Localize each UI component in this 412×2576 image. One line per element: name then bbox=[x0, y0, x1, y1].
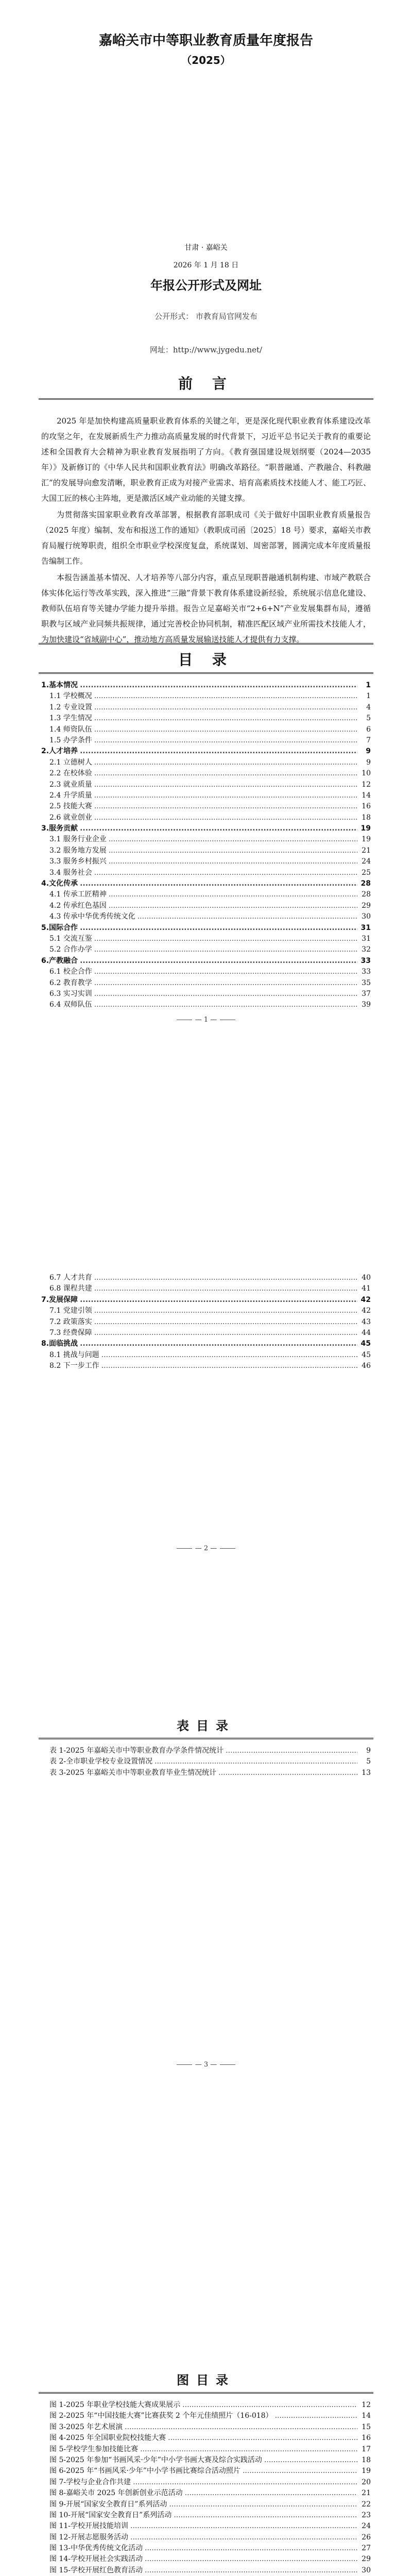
toc-entry[interactable] bbox=[41, 967, 371, 977]
toc-entry[interactable] bbox=[41, 2565, 371, 2576]
toc-entry[interactable] bbox=[41, 757, 371, 768]
toc-entry-label: 6.产教融合 bbox=[41, 956, 78, 965]
report-title: 年报公开形式及网址 bbox=[150, 278, 262, 293]
page-number: — 2 — bbox=[0, 1545, 412, 1552]
toc-leader-dots bbox=[94, 768, 357, 779]
toc-entry-label: 4.3 传承中华优秀传统文化 bbox=[49, 912, 135, 921]
toc-leader-dots bbox=[94, 967, 357, 977]
toc-leader-dots bbox=[101, 1361, 357, 1371]
toc-entry-page: 23 bbox=[362, 2511, 371, 2519]
toc-entry-page: 33 bbox=[360, 956, 371, 965]
toc-entry-page: 33 bbox=[362, 968, 371, 976]
toc-entry[interactable] bbox=[41, 768, 371, 779]
toc-entry-label: 图 8-嘉峪关市 2025 年创新创业示范活动 bbox=[49, 2489, 183, 2498]
toc-entry-page: 9 bbox=[366, 747, 371, 756]
toc-entry-label: 7.2 政策落实 bbox=[49, 1317, 92, 1326]
toc-entry-page: 25 bbox=[362, 868, 371, 877]
toc-leader-dots bbox=[94, 1328, 357, 1338]
toc-entry[interactable] bbox=[41, 845, 371, 856]
toc-entry-page: 22 bbox=[362, 2500, 371, 2509]
toc-entry-label: 1.基本情况 bbox=[41, 681, 78, 689]
toc-leader-dots bbox=[275, 2411, 357, 2421]
toc-entry-page: 13 bbox=[362, 1768, 371, 1777]
toc-leader-dots bbox=[154, 1756, 357, 1767]
toc-entry-label: 图 9-开展“国家安全教育日”系列活动 bbox=[49, 2500, 167, 2509]
toc-entry[interactable] bbox=[41, 2433, 371, 2444]
toc-entry-label: 4.1 传承工匠精神 bbox=[49, 890, 107, 899]
toc-entry-page: 15 bbox=[362, 2422, 371, 2431]
toc-entry-page: 9 bbox=[366, 1747, 371, 1755]
toc-entry[interactable] bbox=[41, 801, 371, 812]
page-number: — 1 — bbox=[0, 1016, 412, 1024]
toc-entry-page: 1 bbox=[366, 692, 371, 701]
toc-entry[interactable] bbox=[41, 2488, 371, 2499]
toc-entry[interactable] bbox=[41, 956, 371, 967]
toc-leader-dots bbox=[185, 2488, 357, 2499]
toc-entry-label: 图 6-2025 年“书画风采·少年”中小学书画比赛综合活动照片 bbox=[49, 2467, 241, 2476]
toc-entry[interactable] bbox=[41, 944, 371, 955]
toc-entry-page: 32 bbox=[362, 945, 371, 954]
toc-entry-label: 4.文化传承 bbox=[41, 879, 78, 888]
toc-entry-label: 1.1 学校概况 bbox=[49, 692, 92, 701]
toc-entry[interactable] bbox=[41, 2554, 371, 2565]
toc-entry-page: 39 bbox=[362, 1001, 371, 1009]
toc-entry-page: 21 bbox=[362, 846, 371, 855]
toc-entry[interactable] bbox=[41, 2455, 371, 2466]
toc-leader-dots bbox=[94, 735, 357, 746]
toc-entry-label: 8.2 下一步工作 bbox=[49, 1362, 99, 1370]
toc-leader-dots bbox=[130, 2532, 357, 2543]
toc-entry-page: 30 bbox=[362, 2566, 371, 2574]
table-toc-heading: 表目录 bbox=[177, 1719, 235, 1733]
toc-leader-dots bbox=[109, 834, 357, 845]
figure-list bbox=[41, 2400, 371, 2576]
toc-entry-page: 46 bbox=[362, 1362, 371, 1370]
toc-leader-dots bbox=[264, 2455, 357, 2466]
toc-entry-label: 6.2 教育教学 bbox=[49, 978, 92, 987]
toc-entry[interactable] bbox=[41, 2466, 371, 2477]
toc-entry[interactable] bbox=[41, 790, 371, 801]
toc-entry[interactable] bbox=[41, 1283, 371, 1294]
page-3 bbox=[0, 1716, 412, 1778]
toc-leader-dots bbox=[145, 2543, 357, 2554]
toc-entry[interactable] bbox=[41, 1745, 371, 1756]
toc-entry-label: 6.8 课程共建 bbox=[49, 1284, 92, 1293]
toc-entry[interactable] bbox=[41, 868, 371, 878]
toc-entry-label: 图 10-开展“国家安全教育日”系列活动 bbox=[49, 2511, 172, 2519]
toc-entry-label: 6.3 实习实训 bbox=[49, 989, 92, 998]
toc-entry-label: 3.4 服务社会 bbox=[49, 868, 92, 877]
toc-leader-dots bbox=[125, 2422, 357, 2433]
toc-leader-dots bbox=[169, 2499, 357, 2510]
toc-entry-page: 7 bbox=[366, 736, 371, 744]
toc-entry-page: 30 bbox=[362, 912, 371, 921]
toc-leader-dots bbox=[133, 2477, 357, 2488]
toc-entry[interactable] bbox=[41, 1756, 371, 1767]
toc-entry-label: 图 12-开展志愿服务活动 bbox=[49, 2533, 128, 2541]
toc-entry-label: 5.1 交流互鉴 bbox=[49, 934, 92, 943]
toc-entry[interactable] bbox=[41, 999, 371, 1010]
toc-entry[interactable] bbox=[41, 1328, 371, 1338]
toc-entry-page: 5 bbox=[366, 714, 371, 723]
toc-entry[interactable] bbox=[41, 878, 371, 889]
toc-entry-page: 24 bbox=[362, 2522, 371, 2531]
toc-entry[interactable] bbox=[41, 2543, 371, 2554]
toc-leader-dots bbox=[94, 724, 357, 735]
preface-body bbox=[41, 413, 371, 647]
toc-entry[interactable] bbox=[41, 1338, 371, 1349]
figure-toc-divider bbox=[39, 2392, 373, 2394]
toc-entry-page: 6 bbox=[366, 725, 371, 734]
toc-entry[interactable] bbox=[41, 735, 371, 746]
toc-entry-label: 6.7 人才共育 bbox=[49, 1274, 92, 1282]
toc-leader-dots bbox=[94, 1317, 357, 1328]
page-4 bbox=[0, 2370, 412, 2576]
toc-entry-label: 图 5-2025 年参加“书画风采·少年”中小学书画大赛及综合实践活动 bbox=[49, 2455, 262, 2464]
toc-leader-dots bbox=[94, 812, 357, 823]
toc-entry-label: 图 14-学校开展社会实践活动 bbox=[49, 2555, 143, 2564]
toc-leader-dots bbox=[94, 934, 357, 944]
toc-entry-page: 16 bbox=[362, 2434, 371, 2443]
toc-entry-label: 6.1 校企合作 bbox=[49, 968, 92, 976]
toc-leader-dots bbox=[140, 2444, 357, 2455]
toc-entry-label: 3.2 服务地方发展 bbox=[49, 846, 107, 855]
toc-entry-page: 18 bbox=[362, 813, 371, 822]
toc-leader-dots bbox=[94, 999, 357, 1010]
toc-entry-label: 7.发展保障 bbox=[41, 1295, 78, 1304]
date-line: 2026 年 1 月 18 日 bbox=[173, 261, 239, 269]
publish-form: 公开形式： 市教育局官网发布 bbox=[154, 312, 258, 321]
toc-entry-page: 5 bbox=[366, 1757, 371, 1766]
toc-leader-dots bbox=[168, 2433, 357, 2444]
toc-leader-dots bbox=[138, 911, 357, 922]
toc-entry-label: 7.3 经费保障 bbox=[49, 1328, 92, 1337]
toc-entry-page: 43 bbox=[362, 1317, 371, 1326]
toc-leader-dots bbox=[94, 702, 357, 713]
toc-entry-page: 14 bbox=[362, 791, 371, 800]
toc-entry[interactable] bbox=[41, 724, 371, 735]
toc-entry-label: 2.1 立德树人 bbox=[49, 758, 92, 767]
toc-leader-dots bbox=[94, 978, 357, 989]
page-2 bbox=[0, 1273, 412, 1372]
toc-entry[interactable] bbox=[41, 834, 371, 845]
toc-entry-page: 45 bbox=[360, 1340, 371, 1348]
toc-entry-label: 2.人才培养 bbox=[41, 747, 78, 756]
toc-entry[interactable] bbox=[41, 2499, 371, 2510]
toc-entry-label: 1.4 师资队伍 bbox=[49, 725, 92, 734]
toc-leader-dots bbox=[94, 790, 357, 801]
toc-leader-dots bbox=[80, 956, 357, 967]
toc-entry-page: 40 bbox=[362, 1274, 371, 1282]
toc-entry-page: 31 bbox=[360, 923, 371, 932]
toc-entry-label: 8.1 挑战与问题 bbox=[49, 1350, 99, 1359]
toc-entry-page: 19 bbox=[360, 824, 371, 833]
toc-entry-page: 21 bbox=[362, 2489, 371, 2498]
toc-leader-dots bbox=[94, 989, 357, 999]
toc-leader-dots bbox=[80, 878, 357, 889]
table-toc-divider bbox=[39, 1738, 373, 1739]
toc-entry-label: 3.服务贡献 bbox=[41, 824, 78, 833]
toc-entry-label: 1.5 办学条件 bbox=[49, 736, 92, 744]
toc-entry-label: 图 7-学校与企业合作共建 bbox=[49, 2478, 131, 2486]
preface-paragraph: 为贯彻落实国家职业教育改革部署，根据教育部职成司《关于做好中国职业教育质量报告（2025 年度）编制、发布和报送工作的通知》（教职成司函〔2025〕18 号）要求，嘉峪关市教育局履行统筹职责，组织全市职业学校深度复盘，系统谋划、周密部署，圆满完成本年度质量报告编制工作。 bbox=[41, 510, 371, 566]
toc-entry[interactable] bbox=[41, 901, 371, 911]
toc-entry[interactable] bbox=[41, 2444, 371, 2455]
toc-entry[interactable] bbox=[41, 889, 371, 900]
toc-entry[interactable] bbox=[41, 1295, 371, 1306]
toc-entry-label: 图 2-2025 年“中国技能大赛”比赛获奖 2 个年元佳绩照片（16-018） bbox=[49, 2412, 273, 2420]
toc-entry-label: 2.6 就业创业 bbox=[49, 813, 92, 822]
toc-entry[interactable] bbox=[41, 989, 371, 999]
toc-entry-page: 14 bbox=[362, 2412, 371, 2420]
toc-entry-page: 16 bbox=[362, 802, 371, 811]
toc-entry-label: 1.3 学生情况 bbox=[49, 714, 92, 723]
toc-entry[interactable] bbox=[41, 1273, 371, 1283]
toc-leader-dots bbox=[145, 2554, 357, 2565]
toc-entry-label: 图 5-学校学生参加技能比赛 bbox=[49, 2445, 139, 2453]
toc-leader-dots bbox=[94, 757, 357, 768]
toc-entry-label: 图 11-学校开展技能培训 bbox=[49, 2522, 128, 2531]
toc-entry-label: 图 13-中华优秀传统文化活动 bbox=[49, 2544, 143, 2553]
toc-leader-dots bbox=[94, 1283, 357, 1294]
location-line: 甘肃 · 嘉峪关 bbox=[184, 244, 228, 252]
toc-entry-label: 图 4-2025 年全国职业院校技能大赛 bbox=[49, 2434, 166, 2443]
toc-entry-page: 42 bbox=[362, 1307, 371, 1315]
toc-entry-label: 8.面临挑战 bbox=[41, 1340, 78, 1348]
toc-entry[interactable] bbox=[41, 2422, 371, 2433]
toc-entry-page: 10 bbox=[362, 769, 371, 778]
toc-leader-dots bbox=[80, 823, 357, 834]
preface-divider bbox=[39, 398, 373, 400]
website-url: 网址：http://www.jygedu.net/ bbox=[149, 345, 263, 354]
toc-leader-dots bbox=[94, 713, 357, 724]
toc-leader-dots bbox=[94, 944, 357, 955]
toc-entry-page: 19 bbox=[362, 2467, 371, 2476]
toc-entry-label: 表 3-2025 年嘉峪关市中等职业教育毕业生情况统计 bbox=[49, 1768, 217, 1777]
table-list bbox=[41, 1745, 371, 1778]
toc-entry-page: 27 bbox=[362, 2544, 371, 2553]
toc-entry[interactable] bbox=[41, 812, 371, 823]
toc-entry[interactable] bbox=[41, 1317, 371, 1328]
toc-entry-page: 29 bbox=[362, 901, 371, 910]
toc-leader-dots bbox=[94, 801, 357, 812]
toc-leader-dots bbox=[130, 2521, 357, 2532]
page-1 bbox=[0, 0, 412, 1009]
toc-leader-dots bbox=[226, 1745, 357, 1756]
toc-entry-page: 18 bbox=[362, 2455, 371, 2464]
toc-entry-label: 5.2 合作办学 bbox=[49, 945, 92, 954]
toc-leader-dots bbox=[94, 1306, 357, 1316]
toc-entry-page: 35 bbox=[362, 978, 371, 987]
toc-entry-page: 31 bbox=[362, 934, 371, 943]
toc-entry-label: 图 3-2025 年艺术展演 bbox=[49, 2422, 123, 2431]
toc-entry[interactable] bbox=[41, 1306, 371, 1316]
toc-leader-dots bbox=[80, 680, 357, 691]
toc-entry[interactable] bbox=[41, 691, 371, 702]
toc-entry[interactable] bbox=[41, 1350, 371, 1361]
toc-entry-label: 6.4 双师队伍 bbox=[49, 1001, 92, 1009]
toc-entry[interactable] bbox=[41, 2411, 371, 2421]
toc-leader-dots bbox=[94, 868, 357, 878]
toc-entry[interactable] bbox=[41, 978, 371, 989]
toc-entry-label: 2.3 就业质量 bbox=[49, 780, 92, 789]
toc-entry[interactable] bbox=[41, 2521, 371, 2532]
toc-entry-page: 9 bbox=[366, 758, 371, 767]
toc-leader-dots bbox=[109, 845, 357, 856]
toc-entry-label: 3.3 服务乡村振兴 bbox=[49, 857, 107, 866]
toc-leader-dots bbox=[145, 2565, 357, 2576]
toc-entry-label: 表 2-全市职业学校专业设置情况 bbox=[49, 1757, 153, 1766]
toc-entry-page: 41 bbox=[362, 1284, 371, 1293]
toc-leader-dots bbox=[94, 691, 357, 702]
toc-entry-page: 24 bbox=[362, 857, 371, 866]
toc-entry-label: 3.1 服务行业企业 bbox=[49, 835, 107, 844]
toc-leader-dots bbox=[80, 1295, 357, 1306]
toc-entry-page: 42 bbox=[360, 1295, 371, 1304]
toc-leader-dots bbox=[182, 2400, 357, 2411]
toc-leader-dots bbox=[94, 779, 357, 790]
table-of-contents-continued bbox=[41, 1273, 371, 1372]
toc-leader-dots bbox=[109, 856, 357, 867]
toc-entry-label: 图 1-2025 年职业学校技能大赛成果展示 bbox=[49, 2401, 181, 2409]
document-title: 嘉峪关市中等职业教育质量年度报告 bbox=[98, 33, 313, 48]
toc-entry-page: 37 bbox=[362, 989, 371, 998]
preface-paragraph: 本报告涵盖基本情况、人才培养等八部分内容，重点呈现职普融通机制构建、市域产教联合体实体化运行等改革实践，深入推进“三融”背景下教育体系建设新经验，系统展示信息化建设、教师队伍培育等关键办学能力提升举措。报告立足嘉峪关市“2+6+N”产业发展集群布局，遵循职教与区域产业同频共振规律，通过完善校企协同机制，精准匹配区域产业所需技术技能人才，为加快建设“省域副中心”，推动地方高质量发展输送技能人才提供有力支撑。 bbox=[41, 573, 371, 644]
toc-entry-page: 28 bbox=[362, 890, 371, 899]
toc-entry-label: 4.2 传承红色基因 bbox=[49, 901, 107, 910]
toc-entry[interactable] bbox=[41, 713, 371, 724]
toc-entry-page: 19 bbox=[362, 835, 371, 844]
toc-divider-top bbox=[39, 643, 373, 645]
toc-entry[interactable] bbox=[41, 934, 371, 944]
toc-entry-label: 表 1-2025 年嘉峪关市中等职业教育办学条件情况统计 bbox=[49, 1747, 224, 1755]
toc-entry[interactable] bbox=[41, 1768, 371, 1778]
toc-entry-page: 20 bbox=[362, 2478, 371, 2486]
page-number: — 3 — bbox=[0, 2061, 412, 2069]
toc-entry[interactable] bbox=[41, 746, 371, 757]
table-of-contents bbox=[41, 680, 371, 1011]
toc-entry-label: 7.1 党建引领 bbox=[49, 1307, 92, 1315]
toc-entry-page: 4 bbox=[366, 703, 371, 711]
toc-entry-page: 17 bbox=[362, 2445, 371, 2453]
toc-leader-dots bbox=[174, 2510, 357, 2521]
toc-entry[interactable] bbox=[41, 779, 371, 790]
toc-entry[interactable] bbox=[41, 856, 371, 867]
toc-entry[interactable] bbox=[41, 2510, 371, 2521]
figure-toc-heading: 图目录 bbox=[177, 2373, 235, 2387]
toc-entry-label: 图 15-学校开展红色教育活动 bbox=[49, 2566, 143, 2574]
toc-leader-dots bbox=[218, 1768, 357, 1778]
toc-entry[interactable] bbox=[41, 823, 371, 834]
toc-entry-page: 26 bbox=[362, 2533, 371, 2541]
document-year: （2025） bbox=[181, 54, 231, 66]
toc-leader-dots bbox=[80, 923, 357, 934]
toc-leader-dots bbox=[243, 2466, 357, 2477]
toc-leader-dots bbox=[109, 901, 357, 911]
toc-entry[interactable] bbox=[41, 680, 371, 691]
toc-entry-label: 2.2 在校体验 bbox=[49, 769, 92, 778]
toc-entry[interactable] bbox=[41, 2477, 371, 2488]
toc-entry-page: 29 bbox=[362, 2555, 371, 2564]
toc-entry[interactable] bbox=[41, 2400, 371, 2411]
toc-leader-dots bbox=[80, 746, 357, 757]
toc-entry-page: 45 bbox=[362, 1350, 371, 1359]
toc-entry[interactable] bbox=[41, 2532, 371, 2543]
toc-entry-label: 2.5 技能大赛 bbox=[49, 802, 92, 811]
toc-entry-page: 12 bbox=[362, 2401, 371, 2409]
preface-heading: 前 言 bbox=[178, 375, 234, 392]
toc-entry-label: 5.国际合作 bbox=[41, 923, 78, 932]
toc-entry[interactable] bbox=[41, 923, 371, 934]
toc-leader-dots bbox=[94, 1273, 357, 1283]
toc-entry-page: 28 bbox=[360, 879, 371, 888]
toc-entry-label: 2.4 升学质量 bbox=[49, 791, 92, 800]
toc-entry[interactable] bbox=[41, 911, 371, 922]
toc-leader-dots bbox=[80, 1338, 357, 1349]
toc-divider bbox=[39, 672, 373, 674]
toc-leader-dots bbox=[109, 889, 357, 900]
toc-entry[interactable] bbox=[41, 702, 371, 713]
toc-entry-label: 1.2 专业设置 bbox=[49, 703, 92, 711]
preface-paragraph: 2025 年是加快构建高质量职业教育体系的关键之年，更是深化现代职业教育体系建设改革的攻坚之年，在发展新质生产力推动高质量发展的时代背景下，习近平总书记关于教育的重要论述和全国教育大会精神为职业教育发展指明了方向。《教育强国建设规划纲要（2024—2035 年）》及新修订的《中华人民共和国职业教育法》明确改革路径。“职普融通、产教融合、科教融汇”的发展导向愈发清晰，职业教育正成为对接产业需求、培育高素质技术技能人才、能工巧匠、大国工匠的核心主阵地，更是激活区域产业动能的关键支撑。 bbox=[41, 416, 371, 503]
toc-entry[interactable] bbox=[41, 1361, 371, 1371]
toc-leader-dots bbox=[101, 1350, 357, 1361]
toc-entry-page: 1 bbox=[366, 681, 371, 689]
toc-entry-page: 44 bbox=[362, 1328, 371, 1337]
toc-entry-page: 12 bbox=[362, 780, 371, 789]
toc-heading: 目 录 bbox=[178, 651, 234, 668]
